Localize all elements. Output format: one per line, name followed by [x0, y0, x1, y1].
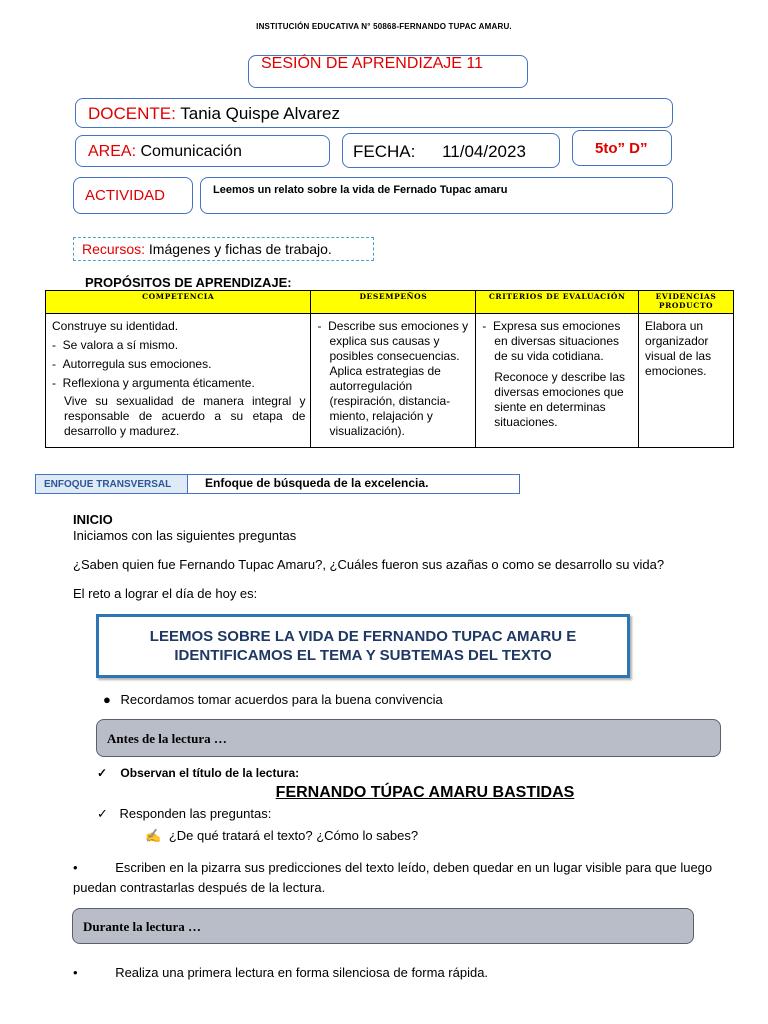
session-title-box — [248, 55, 528, 88]
docente-box — [75, 98, 673, 128]
grado-box — [572, 130, 672, 166]
actividad-value: Leemos un relato sobre la vida de Fernado Tupac amaru — [213, 184, 508, 196]
preguntas-item: ✍ ¿De qué tratará el texto? ¿Cómo lo sabes? — [145, 828, 419, 843]
competencia-cell — [46, 314, 311, 448]
session-title: SESIÓN DE APRENDIZAJE 11 — [261, 55, 483, 72]
docente-value: Tania Quispe Alvarez — [180, 104, 340, 123]
header-criterios: CRITERIOS DE EVALUACIÓN — [476, 291, 639, 314]
criterios-item: - Expresa sus emociones en diversas situaciones de su vida cotidiana. — [482, 319, 621, 363]
recursos-box — [73, 237, 374, 261]
header-evidencias: EVIDENCIAS PRODUCTO — [639, 291, 734, 314]
titulo-lectura: FERNANDO TÚPAC AMARU BASTIDAS — [275, 784, 575, 801]
observan-item: ✓ Observan el título de la lectura: — [97, 766, 300, 780]
area-label: AREA: — [88, 143, 137, 160]
check-icon: ✓ — [97, 766, 108, 780]
recursos-label: Recursos: — [82, 241, 146, 257]
bullet-icon: • — [73, 965, 78, 980]
recursos-value: Imágenes y fichas de trabajo. — [148, 241, 332, 257]
inicio-pregunta: ¿Saben quien fue Fernando Tupac Amaru?, ¿Cuáles fueron sus azañas o como se desarrollo su vida? — [73, 557, 665, 572]
competencia-item: - Reflexiona y argumenta éticamente. — [52, 376, 255, 390]
actividad-label: ACTIVIDAD — [85, 187, 166, 204]
durante-lectura-title: Durante la lectura … — [83, 919, 202, 934]
competencia-item: - Se valora a sí mismo. — [52, 338, 179, 352]
area-value: Comunicación — [140, 143, 242, 160]
actividad-value-box — [200, 177, 673, 214]
inicio-intro: Iniciamos con las siguientes preguntas — [73, 528, 297, 543]
antes-lectura-banner — [96, 719, 721, 757]
acuerdos-item: ● Recordamos tomar acuerdos para la buena convivencia — [103, 692, 443, 707]
institution-header: INSTITUCIÓN EDUCATIVA N° 50868-FERNANDO TUPAC AMARU. — [256, 22, 512, 31]
docente-label: DOCENTE: — [88, 104, 176, 123]
fecha-value: 11/04/2023 — [442, 142, 526, 161]
competencia-item: - Autorregula sus emociones. — [52, 357, 212, 371]
reto-line-2: IDENTIFICAMOS EL TEMA Y SUBTEMAS DEL TEXTO — [174, 647, 552, 664]
fecha-box — [342, 133, 560, 168]
bullet-icon: ● — [103, 692, 111, 707]
inicio-heading: INICIO — [73, 512, 113, 527]
durante-lectura-banner — [72, 908, 694, 944]
antes-lectura-title: Antes de la lectura … — [107, 731, 227, 746]
area-box — [75, 135, 330, 167]
evidencias-text: Elabora un organizador visual de las emociones. — [645, 319, 712, 378]
header-desempenos: DESEMPEÑOS — [311, 291, 476, 314]
table-header-row — [46, 291, 734, 314]
competencia-intro: Construye su identidad. — [52, 319, 179, 333]
enfoque-transversal — [35, 474, 520, 494]
actividad-label-box — [73, 177, 193, 214]
reto-intro: El reto a lograr el día de hoy es: — [73, 586, 258, 601]
evidencias-cell — [639, 314, 734, 448]
realiza-item: • Realiza una primera lectura en forma silenciosa de forma rápida. — [73, 965, 489, 980]
propositos-table — [45, 290, 734, 448]
desempenos-cell — [311, 314, 476, 448]
fecha-label: FECHA: — [353, 142, 416, 161]
writing-hand-icon: ✍ — [145, 828, 162, 843]
reto-box — [96, 614, 630, 678]
check-icon: ✓ — [97, 806, 108, 821]
grado-value: 5to” D” — [595, 140, 648, 157]
propositos-title: PROPÓSITOS DE APRENDIZAJE: — [85, 275, 292, 290]
criterios-cell — [476, 314, 639, 448]
table-row — [46, 314, 734, 448]
competencia-last: Vive su sexualidad de manera integral y responsable de acuerdo a su etapa de desarrollo y madurez. — [64, 394, 306, 438]
reto-line-1: LEEMOS SOBRE LA VIDA DE FERNANDO TUPAC AMARU E — [149, 628, 577, 645]
bullet-icon: • — [73, 860, 78, 875]
escriben-item: • Escriben en la pizarra sus predicciones del texto leído, deben quedar en un lugar visible para que luego puedan contrastarlas después de la lectura. — [73, 860, 713, 895]
criterios-item: Reconoce y describe las diversas emociones que siente en determinas situaciones. — [494, 370, 625, 429]
responden-item: ✓ Responden las preguntas: — [97, 806, 272, 821]
header-competencia: COMPETENCIA — [46, 291, 311, 314]
enfoque-value: Enfoque de búsqueda de la excelencia. — [205, 476, 429, 490]
desempenos-text: - Describe sus emociones y explica sus causas y posibles consecuencias. Aplica estrategias de autorregulación (respiración, distancia-miento, relajación y visualización). — [317, 319, 469, 438]
enfoque-label: ENFOQUE TRANSVERSAL — [36, 475, 188, 493]
